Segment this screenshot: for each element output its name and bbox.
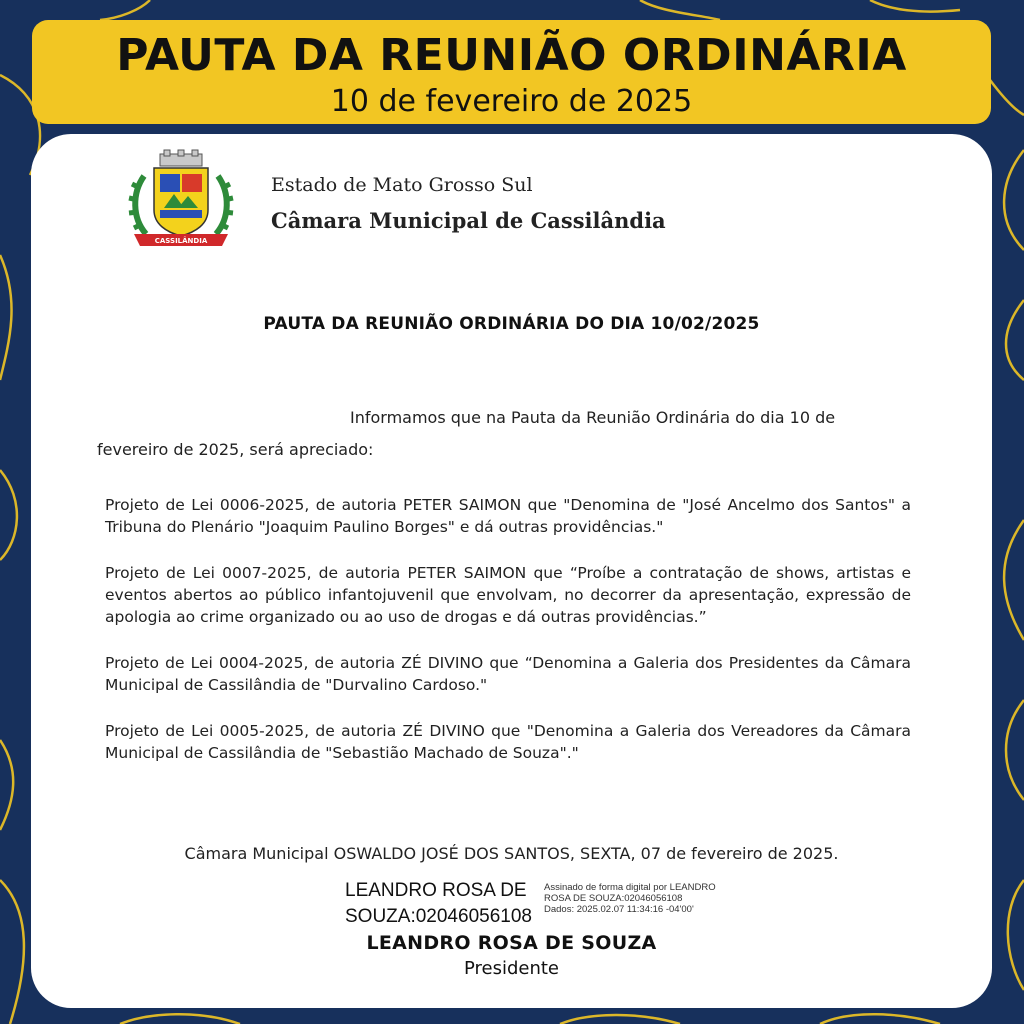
intro-line-2: fevereiro de 2025, será apreciado: xyxy=(97,440,374,459)
signature-name-line-2: SOUZA:02046056108 xyxy=(345,906,532,927)
banner-date: 10 de fevereiro de 2025 xyxy=(330,84,693,119)
document-title: PAUTA DA REUNIÃO ORDINÁRIA DO DIA 10/02/2025 xyxy=(263,314,760,334)
agenda-item: Projeto de Lei 0004-2025, de autoria ZÉ DIVINO que “Denomina a Galeria dos Presidentes da Câmara Municipal de Cassilândia de "Durvalino Cardoso." xyxy=(105,654,911,694)
crest-banner-text: CASSILÂNDIA xyxy=(154,237,208,245)
signature-note-line-3: Dados: 2025.02.07 11:34:16 -04'00' xyxy=(544,904,694,915)
agenda-item: Projeto de Lei 0006-2025, de autoria PETER SAIMON que "Denomina de "José Ancelmo dos Santos" a Tribuna do Plenário "Joaquim Paulino Borges" e dá outras providências." xyxy=(105,496,911,536)
document-card xyxy=(31,134,992,1008)
president-name: LEANDRO ROSA DE SOUZA xyxy=(366,932,657,954)
president-role: Presidente xyxy=(463,958,560,979)
header-banner xyxy=(32,20,991,124)
agenda-item: Projeto de Lei 0007-2025, de autoria PETER SAIMON que “Proíbe a contratação de shows, artistas e eventos abertos ao público infantojuvenil que envolvam, no decorrer da apresentação, expressão de apologia ao crime organizado ou ao uso de drogas e dá outras providências.” xyxy=(105,564,911,626)
digital-signature-note xyxy=(544,882,744,915)
organization-name: Câmara Municipal de Cassilândia xyxy=(271,208,666,233)
banner-title: PAUTA DA REUNIÃO ORDINÁRIA xyxy=(116,30,907,81)
place-and-date: Câmara Municipal OSWALDO JOSÉ DOS SANTOS, SEXTA, 07 de fevereiro de 2025. xyxy=(184,844,839,863)
state-name: Estado de Mato Grosso Sul xyxy=(271,174,533,196)
signature-name-line-1: LEANDRO ROSA DE xyxy=(345,880,527,901)
intro-line-1: Informamos que na Pauta da Reunião Ordinária do dia 10 de xyxy=(350,408,836,427)
agenda-item: Projeto de Lei 0005-2025, de autoria ZÉ DIVINO que "Denomina a Galeria dos Vereadores da Câmara Municipal de Cassilândia de "Sebastião Machado de Souza"." xyxy=(105,722,911,762)
agenda-items xyxy=(105,494,911,788)
signature-note-line-2: ROSA DE SOUZA:02046056108 xyxy=(544,893,683,904)
signature-note-line-1: Assinado de forma digital por LEANDRO xyxy=(544,882,716,893)
municipal-crest-icon xyxy=(126,148,236,254)
digital-signature-name xyxy=(345,878,535,930)
